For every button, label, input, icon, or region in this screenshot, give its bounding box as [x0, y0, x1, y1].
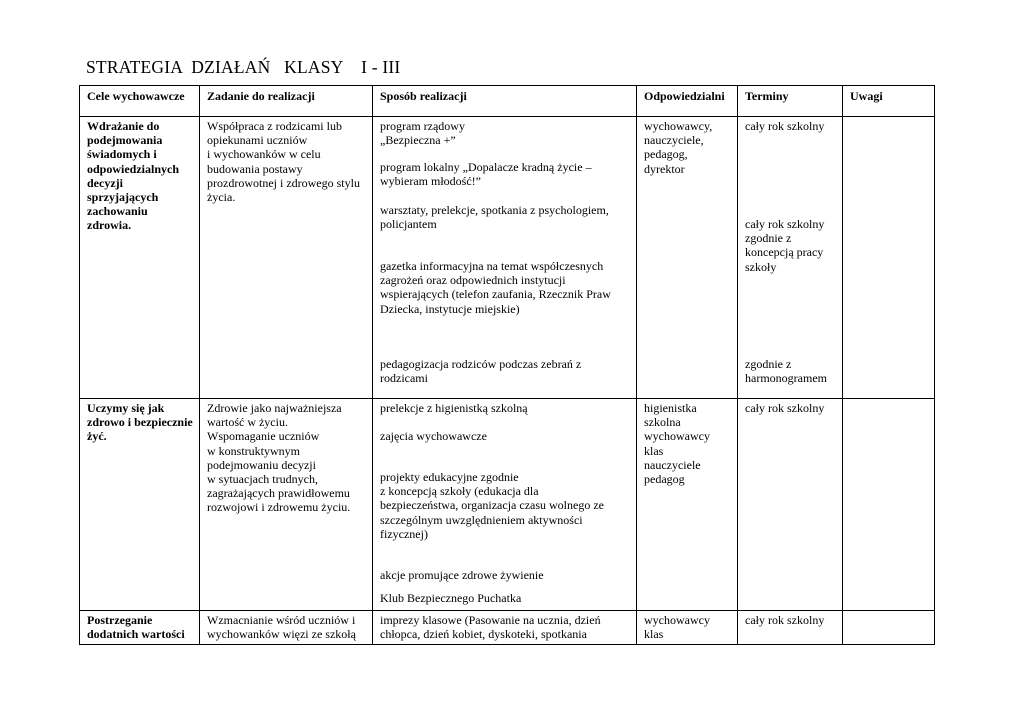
method-item: projekty edukacyjne zgodnie z koncepcją szkoły (edukacja dla bezpieczeństwa, organizacja czasu wolnego ze szczególnym uwzględnieniem aktywności fizycznej): [380, 470, 604, 541]
method-item: program rządowy „Bezpieczna +”: [380, 119, 465, 148]
table-row: [80, 399, 935, 611]
term-item: cały rok szkolny: [745, 119, 825, 133]
notes-cell: [843, 399, 935, 611]
strategy-table: [79, 85, 935, 645]
method-item: warsztaty, prelekcje, spotkania z psychologiem, policjantem: [380, 203, 609, 232]
responsible-cell: higienistka szkolna wychowawcy klas nauczyciele pedagog: [637, 399, 738, 611]
terms-cell: cały rok szkolny: [738, 611, 843, 645]
method-item: akcje promujące zdrowe żywienie: [380, 568, 544, 582]
method-item: program lokalny „Dopalacze kradną życie – wybieram młodość!”: [380, 160, 592, 189]
header-terms: Terminy: [738, 86, 843, 117]
task-cell: Zdrowie jako najważniejsza wartość w życiu. Wspomaganie uczniów w konstruktywnym podejmowaniu decyzji w sytuacjach trudnych, zagrażających prawidłowemu rozwojowi i zdrowemu życiu.: [200, 399, 373, 611]
responsible-cell: wychowawcy, nauczyciele, pedagog, dyrektor: [637, 117, 738, 399]
task-cell: Wzmacnianie wśród uczniów i wychowanków więzi ze szkołą: [200, 611, 373, 645]
method-item: pedagogizacja rodziców podczas zebrań z rodzicami: [380, 357, 582, 386]
header-task: Zadanie do realizacji: [200, 86, 373, 117]
terms-cell: cały rok szkolny: [738, 399, 843, 611]
task-cell: Współpraca z rodzicami lub opiekunami uczniów i wychowanków w celu budowania postawy prozdrowotnej i zdrowego stylu życia.: [200, 117, 373, 399]
header-responsible: Odpowiedzialni: [637, 86, 738, 117]
header-notes: Uwagi: [843, 86, 935, 117]
method-item: prelekcje z higienistką szkolną: [380, 401, 528, 415]
goal-cell: Wdrażanie do podejmowania świadomych i odpowiedzialnych decyzji sprzyjających zachowaniu zdrowia.: [80, 117, 200, 399]
notes-cell: [843, 611, 935, 645]
term-item: cały rok szkolny zgodnie z koncepcją pracy szkoły: [745, 217, 825, 274]
header-goals: Cele wychowawcze: [80, 86, 200, 117]
method-cell: [373, 117, 637, 399]
method-item: Klub Bezpiecznego Puchatka: [380, 591, 522, 605]
term-item: zgodnie z harmonogramem: [745, 357, 827, 386]
method-cell: [373, 399, 637, 611]
method-item: gazetka informacyjna na temat współczesnych zagrożeń oraz odpowiednich instytucji wspierających (telefon zaufania, Rzecznik Praw Dziecka, instytucje miejskie): [380, 259, 611, 316]
goal-cell: Postrzeganie dodatnich wartości: [80, 611, 200, 645]
terms-cell: [738, 117, 843, 399]
table-row: [80, 117, 935, 399]
goal-cell: Uczymy się jak zdrowo i bezpiecznie żyć.: [80, 399, 200, 611]
header-method: Sposób realizacji: [373, 86, 637, 117]
method-cell: imprezy klasowe (Pasowanie na ucznia, dzień chłopca, dzień kobiet, dyskoteki, spotkania: [373, 611, 637, 645]
notes-cell: [843, 117, 935, 399]
page-title: STRATEGIA DZIAŁAŃ KLASY I - III: [86, 57, 401, 77]
responsible-cell: wychowawcy klas: [637, 611, 738, 645]
method-item: zajęcia wychowawcze: [380, 429, 487, 443]
table-row: [80, 611, 935, 645]
header-row: [80, 86, 935, 117]
